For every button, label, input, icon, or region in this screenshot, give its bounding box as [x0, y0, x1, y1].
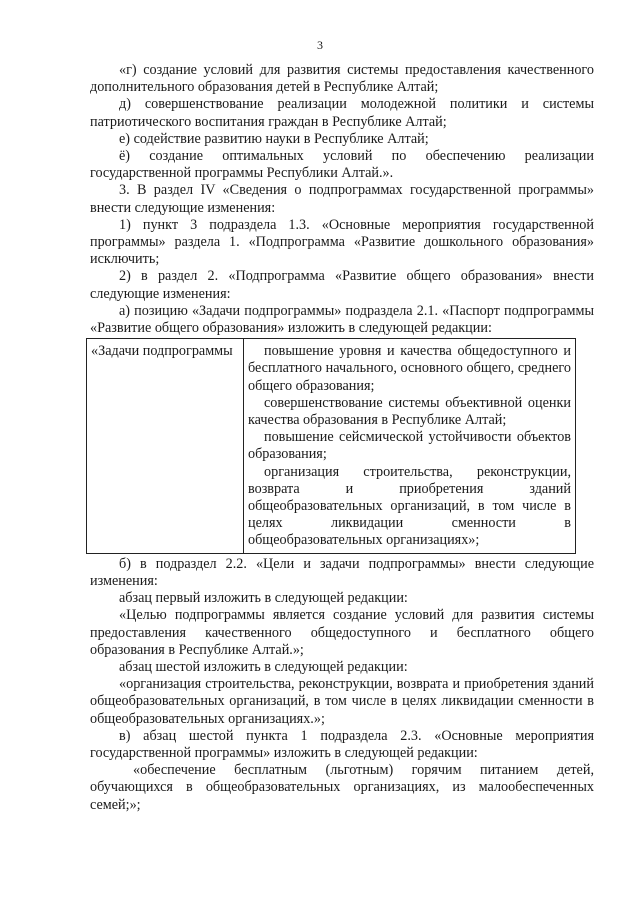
paragraph: 1) пункт 3 подраздела 1.3. «Основные мероприятия государственной программы» раздела 1. «Подпрограмма «Развитие дошкольного образования» исключить;	[90, 216, 594, 268]
paragraph: е) содействие развитию науки в Республике Алтай;	[119, 130, 429, 147]
page-number: 3	[317, 38, 323, 52]
table-content-cell	[244, 339, 576, 553]
paragraph: б) в подраздел 2.2. «Цели и задачи подпрограммы» внести следующие изменения:	[90, 555, 594, 589]
paragraph: «организация строительства, реконструкции, возврата и приобретения зданий общеобразовательных организаций, в том числе в целях ликвидации сменности в общеобразовательных организациях.»;	[90, 676, 594, 727]
paragraph: а) позицию «Задачи подпрограммы» подраздела 2.1. «Паспорт подпрограммы «Развитие общего образования» изложить в следующей редакции:	[90, 302, 594, 337]
table-label-cell	[87, 339, 244, 553]
paragraph: абзац шестой изложить в следующей редакции:	[119, 658, 408, 675]
document-body	[90, 62, 594, 814]
table-item: совершенствование системы объективной оценки качества образования в Республике Алтай;	[248, 394, 571, 429]
paragraph: д) совершенствование реализации молодежной политики и системы патриотического воспитания граждан в Республике Алтай;	[90, 96, 594, 130]
paragraph: 2) в раздел 2. «Подпрограмма «Развитие общего образования» внести следующие изменения:	[90, 268, 594, 302]
paragraph: абзац первый изложить в следующей редакции:	[119, 590, 408, 607]
paragraph: «Целью подпрограммы является создание условий для развития системы предоставления качественного общедоступного и бесплатного общего образования в Республике Алтай.»;	[90, 607, 594, 658]
table-item: повышение уровня и качества общедоступного и бесплатного начального, основного общего, среднего общего образования;	[248, 343, 571, 394]
tasks-table	[86, 338, 576, 553]
paragraph: ё) создание оптимальных условий по обеспечению реализации государственной программы Республики Алтай.».	[90, 148, 594, 182]
paragraph: «обеспечение бесплатным (льготным) горячим питанием детей, обучающихся в общеобразовательных организациях, из малообеспеченных семей;»;	[90, 762, 594, 813]
table-item: организация строительства, реконструкции, возврата и приобретения зданий общеобразовательных организаций, в том числе в целях ликвидации сменности в общеобразовательных организациях»;	[248, 463, 571, 549]
table-row	[87, 339, 576, 553]
table-label: «Задачи подпрограммы	[91, 343, 233, 360]
paragraph: «г) создание условий для развития системы предоставления качественного дополнительного образования детей в Республике Алтай;	[90, 62, 594, 96]
paragraph: 3. В раздел IV «Сведения о подпрограммах государственной программы» внести следующие изменения:	[90, 182, 594, 216]
paragraph: в) абзац шестой пункта 1 подраздела 2.3. «Основные мероприятия государственной программы» изложить в следующей редакции:	[90, 727, 594, 761]
table-item: повышение сейсмической устойчивости объектов образования;	[248, 429, 571, 463]
